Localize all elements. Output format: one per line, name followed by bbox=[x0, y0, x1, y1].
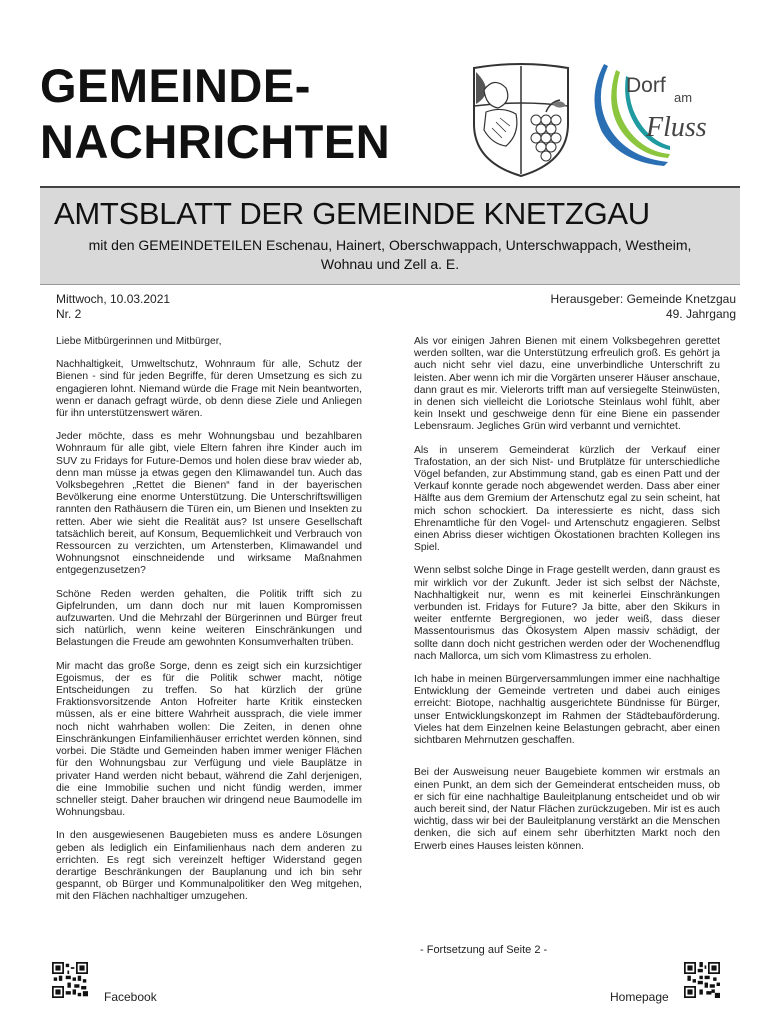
logo-text-am: am bbox=[674, 90, 693, 105]
facebook-qr-code-icon[interactable] bbox=[52, 962, 88, 998]
paragraph: Bei der Ausweisung neuer Baugebiete kommen wir erstmals an einen Punkt, an dem sich der Gemeinderat entscheiden muss, ob er sich für eine nachhaltige Bauleitplanung entscheidet und ob wir auch bereit sind, der Natur Flächen zurückzugeben. Mir ist es auch wichtig, dass wir bei der Bauleitplanung verstärkt an die Menschen denken, die sich auf einem sehr überhitzten Markt noch den Erwerb eines Hauses leisten können. bbox=[414, 767, 720, 852]
banner-subtitle-line-1: mit den GEMEINDETEILEN Eschenau, Hainert, Oberschwappach, Unterschwappach, Westheim, bbox=[88, 237, 692, 253]
publisher: Herausgeber: Gemeinde Knetzgau bbox=[550, 292, 736, 306]
publisher-info bbox=[551, 292, 736, 322]
paragraph: Als vor einigen Jahren Bienen mit einem Volksbegehren gerettet werden sollten, war die Unterstützung erfreulich groß. Es gehört ja auch nicht sehr viel dazu, eine unverbindliche Unterschrift zu leisten. Aber wenn ich mir die Vorgärten unserer Häuser anschaue, dann graut es mir. Vielerorts trifft man auf versiegelte Steinwüsten, in denen sich vielleicht die Loriotsche Steinlaus wohl fühlt, aber kein Insekt und geschweige denn für eine Biene ein passender Lebensraum. Jegliches Grün wird verbannt und vernichtet. bbox=[414, 336, 720, 433]
homepage-link[interactable]: Homepage bbox=[610, 990, 669, 1004]
facebook-link[interactable]: Facebook bbox=[104, 990, 157, 1004]
municipal-coat-of-arms-icon bbox=[466, 62, 576, 180]
banner-title: AMTSBLATT DER GEMEINDE KNETZGAU bbox=[54, 196, 650, 231]
masthead bbox=[40, 58, 390, 170]
banner-subtitle-line-2: Wohnau und Zell a. E. bbox=[320, 256, 460, 272]
issue-date: Mittwoch, 10.03.2021 bbox=[56, 292, 171, 306]
continuation-note: - Fortsetzung auf Seite 2 - bbox=[420, 944, 548, 956]
paragraph: Wenn selbst solche Dinge in Frage gestellt werden, dann graust es mir wirklich vor der Zukunft. Jeder ist sich selbst der Nächste, Nachhaltigkeit nur, wenn es mit keinerlei Einschränkungen verbunden ist. Fridays for Future? Ja bitte, aber den Skikurs in weiter entfernte Bergregionen, wo jeder weiß, dass dieser Massentourismus das Ökosystem Alpen massiv schädigt, der sollte dann doch nicht gestrichen werden oder der Wochenendflug nach Mallorca, um sich vom Klimastress zu erholen. bbox=[414, 565, 720, 662]
issue-number: Nr. 2 bbox=[56, 307, 82, 321]
masthead-line-2: NACHRICHTEN bbox=[40, 115, 391, 168]
article-right-column bbox=[414, 336, 720, 864]
masthead-line-1: GEMEINDE- bbox=[40, 59, 311, 112]
issue-info bbox=[56, 292, 170, 322]
logo-text-dorf: Dorf bbox=[626, 74, 666, 97]
paragraph: Als in unserem Gemeinderat kürzlich der Verkauf einer Trafostation, an der sich Nist- und Brutplätze für unterschiedliche Vögel befanden, zur Abstimmung stand, gab es einen Patt und der Verkauf konnte gerade noch abgewendet werden. Dass aber einer Hälfte aus dem Gremium der Artenschutz egal zu sein scheint, hat mich schon schockiert. Da interessierte es nicht, dass sich Ehrenamtliche für den Vogel- und Artenschutz engagieren. Selbst einen Abriss dieser wichtigen Ökostationen brachten Kollegen ins Spiel. bbox=[414, 444, 720, 554]
paragraph: Schöne Reden werden gehalten, die Politik trifft sich zu Gipfelrunden, um dann doch nur mit lauen Kompromissen aufzuwarten. Und die Mehrzahl der Bürgerinnen und Bürger freut sich natürlich, wenn keine weiteren Einschränkungen und Belastungen die Freude am gewohnten Konsumverhalten trüben. bbox=[56, 588, 362, 649]
homepage-qr-code-icon[interactable] bbox=[684, 962, 720, 998]
paragraph: Mir macht das große Sorge, denn es zeigt sich ein kurzsichtiger Egoismus, der es für die Politik schwer macht, nötige Entscheidungen zu treffen. So hat kürzlich der grüne Fraktionsvorsitzende Anton Hofreiter harte Kritik einstecken müssen, als er eine bittere Wahrheit aussprach, die viele immer noch nicht wahrhaben wollen: Die Zeiten, in denen ohne Einschränkungen Einfamilienhäuser errichtet werden können, sind vorbei. Die Städte und Gemeinden haben immer weniger Flächen für den Wohnungsbau zur Verfügung und viele Bauplätze in privater Hand werden nicht bebaut, während die Zahl derjenigen, die eine Immobilie suchen und nicht fündig werden, immer schneller steigt. Daher brauchen wir dringend neue Baumodelle im Wohnungsbau. bbox=[56, 660, 362, 819]
paragraph: Ich habe in meinen Bürgerversammlungen immer eine nachhaltige Entwicklung der Gemeinde vertreten und dabei auch einiges erreicht: Biotope, nachhaltig ausgerichtete Bündnisse für Bürger, unser Entwicklungskonzept im Rahmen der Städtebauförderung. Vieles hat dem Einzelnen keine Belastungen gebracht, aber einen sichtbaren Mehrnutzen geschaffen. bbox=[414, 674, 720, 747]
volume: 49. Jahrgang bbox=[665, 307, 736, 321]
logo-text-fluss: Fluss bbox=[646, 112, 707, 143]
paragraph: Nachhaltigkeit, Umweltschutz, Wohnraum für alle, Schutz der Bienen - sind für jeden Begriffe, für deren Umsetzung es sich zu engagieren lohnt. Niemand würde die Frage mit Nein beantworten, wenn er danach gefragt würde, ob denn diese Ziele und Anliegen für ihn unterstützenswert wären. bbox=[56, 359, 362, 420]
paragraph: In den ausgewiesenen Baugebieten muss es andere Lösungen geben als lediglich ein Einfamilienhaus nach dem anderen zu errichten. Es regt sich vereinzelt heftiger Widerstand gegen derartige Beschränkungen der Bauplanung und ich bin sehr gespannt, ob Bürger und Kommunalpolitiker den Weg mitgehen, mit den Flächen nachhaltiger umzugehen. bbox=[56, 830, 362, 903]
official-gazette-banner bbox=[40, 186, 740, 285]
dorf-am-fluss-logo bbox=[590, 62, 720, 168]
banner-subtitle bbox=[40, 236, 740, 274]
paragraph: Liebe Mitbürgerinnen und Mitbürger, bbox=[56, 336, 222, 347]
paragraph: Jeder möchte, dass es mehr Wohnungsbau und bezahlbaren Wohnraum für alle gibt, viele Eltern fahren ihre Kinder auch im SUV zu Fridays for Future-Demos und holen diese brav wieder ab, denn man müsse ja etwas gegen den Klimawandel tun. Auch das Volksbegehren „Rettet die Bienen“ fand in der bayerischen Bevölkerung eine enorme Unterstützung. Die Unterschriftswilligen rannten den Rathäusern die Türen ein, um Bienen und Insekten zu retten. Aber wie sieht die Realität aus? Ist unsere Gesellschaft tatsächlich bereit, auf Konsum, Bequemlichkeit und Verbrauch von Ressourcen zu verzichten, um Artensterben, Klimawandel und Wohnungsnot einschneidende und wirksame Maßnahmen entgegenzusetzen? bbox=[56, 431, 362, 577]
river-swoosh-icon bbox=[590, 62, 720, 168]
article-left-column bbox=[56, 336, 362, 915]
